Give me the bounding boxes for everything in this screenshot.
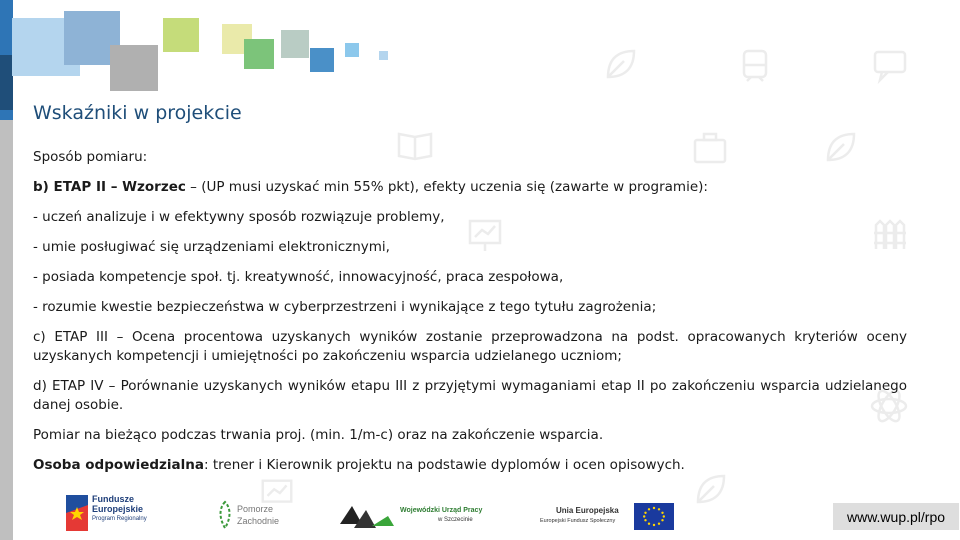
responsible-paragraph <box>33 456 907 475</box>
deco-square <box>163 18 199 52</box>
stage-b-text: – (UP musi uzyskać min 55% pkt), efekty uczenia się (zawarte w programie): <box>185 179 708 195</box>
wup-line2: w Szczecinie <box>438 517 473 523</box>
stage-b-paragraph <box>33 178 907 197</box>
deco-square <box>310 48 334 72</box>
fe-line3: Program Regionalny <box>92 516 147 522</box>
fundusze-europejskie-logo <box>66 493 176 533</box>
fe-star-icon <box>66 495 88 531</box>
stage-b-item: - umie posługiwać się urządzeniami elektronicznymi, <box>33 239 390 255</box>
deco-square <box>379 51 388 60</box>
leaf-icon <box>600 45 640 85</box>
responsible-label: Osoba odpowiedzialna <box>33 457 204 473</box>
pomorze-line1: Pomorze <box>237 504 274 514</box>
wup-logo <box>338 502 488 534</box>
deco-square <box>345 43 359 57</box>
chat-icon <box>870 45 910 85</box>
eu-flag-icon <box>634 503 674 530</box>
deco-square <box>281 30 309 58</box>
fe-line1: Fundusze <box>92 494 134 504</box>
tram-icon <box>735 45 775 85</box>
pomorze-emblem-icon <box>215 500 235 530</box>
deco-square <box>244 39 274 69</box>
pomorze-zachodnie-logo <box>215 500 285 534</box>
stage-b-item: - uczeń analizuje i w efektywny sposób rozwiązuje problemy, <box>33 209 445 225</box>
slide-body <box>33 148 907 486</box>
wup-emblem-icon <box>338 502 396 530</box>
eu-line2: Europejski Fundusz Społeczny <box>540 518 616 524</box>
stage-b-label: b) ETAP II – Wzorzec <box>33 179 186 195</box>
ongoing-measurement: Pomiar na bieżąco podczas trwania proj. (min. 1/m-c) oraz na zakończenie wsparcia. <box>33 427 604 443</box>
deco-square <box>110 45 158 91</box>
slide-title: Wskaźniki w projekcie <box>33 102 242 124</box>
left-stripe-gray <box>0 120 13 540</box>
stage-c-paragraph: c) ETAP III – Ocena procentowa uzyskanych wyników zostanie przeprowadzona na podst. opracowanych kryteriów oceny uzyskanych kompetencji i umiejętności po zakończeniu wsparcia udzielanego uczniom; <box>33 329 907 364</box>
stage-b-item: - posiada kompetencje społ. tj. kreatywność, innowacyjność, praca zespołowa, <box>33 269 564 285</box>
pomorze-line2: Zachodnie <box>237 516 280 526</box>
eu-line1: Unia Europejska <box>556 506 619 515</box>
stage-d-paragraph: d) ETAP IV – Porównanie uzyskanych wyników etapu III z przyjętymi wymaganiami etap II po zakończeniu wsparcia udzielanego danej osobie. <box>33 378 907 413</box>
fe-line2: Europejskie <box>92 504 144 514</box>
wup-line1: Wojewódzki Urząd Pracy <box>400 507 483 514</box>
website-link[interactable]: www.wup.pl/rpo <box>833 503 959 530</box>
unia-europejska-logo <box>540 502 675 534</box>
stage-b-item: - rozumie kwestie bezpieczeństwa w cyberprzestrzeni i wynikające z tego tytułu zagrożenia; <box>33 299 657 315</box>
measurement-label: Sposób pomiaru: <box>33 149 148 165</box>
responsible-text: : trener i Kierownik projektu na podstawie dyplomów i ocen opisowych. <box>204 457 685 473</box>
